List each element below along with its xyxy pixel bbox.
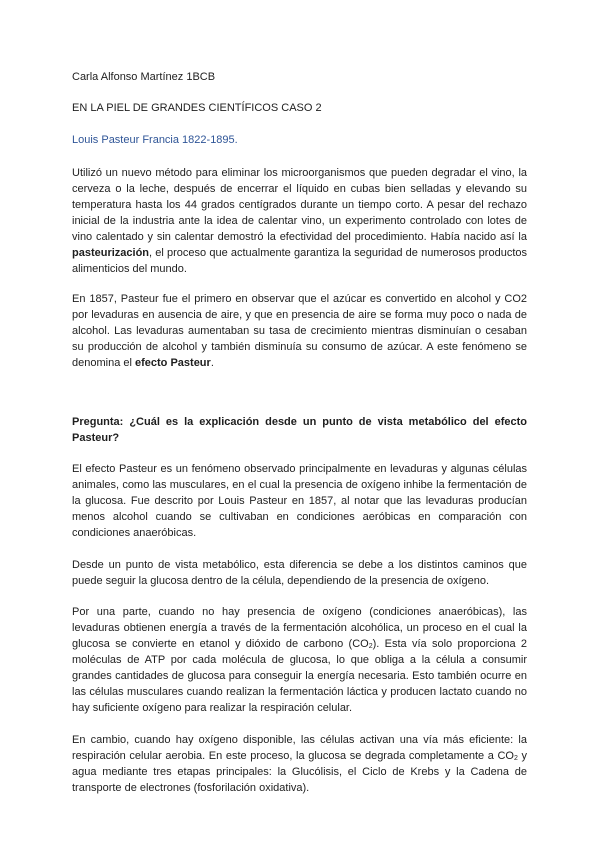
document-body xyxy=(72,69,527,796)
scientist-heading: Louis Pasteur Francia 1822-1895. xyxy=(72,134,238,146)
answer-paragraph-4 xyxy=(72,732,527,796)
intro-paragraph-1 xyxy=(72,165,527,277)
answer-paragraph-3 xyxy=(72,604,527,716)
intro-p1-text-b: , el proceso que actualmente garantiza la seguridad de numerosos productos alimenticios del mundo. xyxy=(72,247,527,275)
pasteurizacion-term: pasteurización xyxy=(72,247,150,259)
answer-p3-text-b: ). Esta vía solo proporciona 2 moléculas de ATP por cada molécula de glucosa, lo que obliga a la célula a consumir grandes cantidades de glucosa para conseguir la energía necesaria. Esto también ocurre en las células musculares cuando realizan la fermentación láctica y producen lactato cuando no hay suficiente oxígeno para realizar la respiración celular. xyxy=(72,638,527,714)
author-line: Carla Alfonso Martínez 1BCB xyxy=(72,71,216,83)
answer-p3-text-a: Por una parte, cuando no hay presencia de oxígeno (condiciones anaeróbicas), las levaduras obtienen energía a través de la fermentación alcohólica, un proceso en el cual la glucosa se convierte en etanol y dióxido de carbono (CO xyxy=(72,606,527,650)
question-heading: Pregunta: ¿Cuál es la explicación desde un punto de vista metabólico del efecto Pasteur? xyxy=(72,416,527,444)
intro-p2-text-b: . xyxy=(210,357,214,369)
answer-paragraph-1: El efecto Pasteur es un fenómeno observado principalmente en levaduras y algunas células animales, como las musculares, en el cual la presencia de oxígeno inhibe la fermentación de la glucosa. Fue descrito por Louis Pasteur en 1857, al notar que las levaduras producían menos alcohol cuando se cultivaban en condiciones aeróbicas en comparación con condiciones anaeróbicas. xyxy=(72,463,527,539)
answer-p4-text-b: y agua mediante tres etapas principales: la Glucólisis, el Ciclo de Krebs y la Cadena de transporte de electrones (fosforilación oxidativa). xyxy=(72,750,527,794)
efecto-pasteur-term: efecto Pasteur xyxy=(135,357,211,369)
intro-p1-text-a: Utilizó un nuevo método para eliminar los microorganismos que pueden degradar el vino, la cerveza o la leche, después de encerrar el líquido en cubas bien selladas y elevando su temperatura hasta los 44 grados centígrados durante un tiempo corto. A pesar del rechazo inicial de la industria ante la idea de calentar vino, un experimento controlado con lotes de vino calentado y sin calentar demostró la efectividad del procedimiento. Había nacido así la xyxy=(72,167,527,243)
answer-p4-text-a: En cambio, cuando hay oxígeno disponible, las células activan una vía más eficiente: la respiración celular aerobia. En este proceso, la glucosa se degrada completamente a CO xyxy=(72,734,527,762)
co2-subscript: 2 xyxy=(368,643,373,650)
co2-subscript: 2 xyxy=(513,755,518,762)
intro-paragraph-2 xyxy=(72,291,527,371)
answer-paragraph-2: Desde un punto de vista metabólico, esta diferencia se debe a los distintos caminos que puede seguir la glucosa dentro de la célula, dependiendo de la presencia de oxígeno. xyxy=(72,559,527,587)
intro-p2-text-a: En 1857, Pasteur fue el primero en observar que el azúcar es convertido en alcohol y CO2 por levaduras en ausencia de aire, y que en presencia de aire se forma muy poco o nada de alcohol. Las levaduras aumentaban su tasa de crecimiento mientras disminuían o cesaban su producción de alcohol y también disminuía su consumo de azúcar. A este fenómeno se denomina el xyxy=(72,293,527,369)
case-title: EN LA PIEL DE GRANDES CIENTÍFICOS CASO 2 xyxy=(72,102,322,114)
